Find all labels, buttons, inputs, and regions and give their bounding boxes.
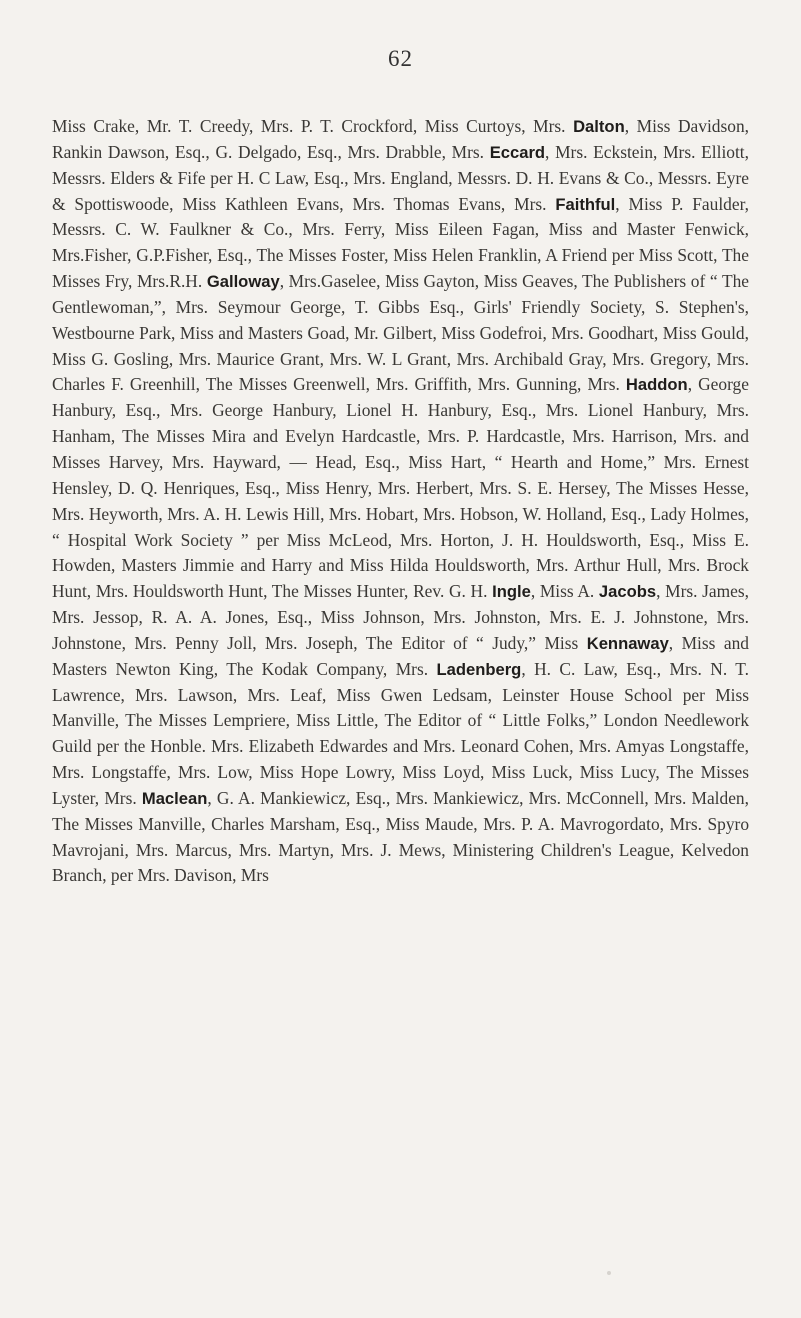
separator: , <box>687 374 699 395</box>
name-entry: Messrs. C. W. Faulkner & Co. <box>52 219 289 240</box>
separator: , <box>387 529 400 550</box>
separator: , <box>744 503 750 524</box>
name-entry: H. C. Law, Esq. <box>534 658 657 679</box>
paper-speck <box>607 1271 611 1275</box>
name-entry: Mrs. <box>104 787 142 808</box>
name-entry: Mrs. Lawson <box>135 684 233 705</box>
name-entry: Mrs. England <box>353 167 449 188</box>
name-entry: Miss Hope Lowry <box>259 762 391 783</box>
separator: , <box>138 607 152 628</box>
name-entry: Mrs. Longstaffe <box>52 762 167 783</box>
separator: , <box>531 400 546 421</box>
separator: , <box>706 348 717 369</box>
name-entry: The Misses Mira and Evelyn Hardcastle <box>122 426 417 447</box>
name-entry: Mrs. P. T. Crockford <box>260 116 413 136</box>
separator: , <box>702 400 717 421</box>
separator: , <box>124 839 136 860</box>
separator: , <box>279 271 289 292</box>
separator: , <box>624 116 637 136</box>
separator: , <box>382 658 396 679</box>
name-entry: Miss Gwen Ledsam <box>336 684 488 705</box>
separator: , <box>252 632 266 653</box>
page-number: 62 <box>388 46 413 71</box>
name-entry: J. H. Houldsworth, Esq. <box>502 529 680 550</box>
name-entry: The Misses Foster <box>256 245 385 266</box>
name-entry: The Publishers of “ The Gentlewoman,” <box>52 271 749 317</box>
name-entry: Mrs. Brock Hunt <box>52 555 749 602</box>
name-entry: Mrs. A. H. Lewis Hill <box>167 503 321 524</box>
separator: , <box>121 632 135 653</box>
separator: , <box>659 813 670 834</box>
highlighted-name: Kennaway <box>586 633 669 653</box>
name-entry: Mrs. Joseph <box>265 632 354 653</box>
separator: , <box>107 477 119 498</box>
separator: , <box>441 839 453 860</box>
name-entry: D. Q. Henriques, Esq. <box>118 477 276 498</box>
name-entry: Mrs. Amyas Longstaffe <box>578 736 745 757</box>
name-entry: Mrs. Elliott <box>663 141 745 162</box>
name-entry: Mrs. Horton <box>399 529 490 550</box>
name-entry: Masters Jimmie and Harry and Miss Hilda Houldsworth <box>121 555 526 576</box>
separator: , <box>320 503 329 524</box>
name-entry: Mrs. Maurice Grant <box>178 348 320 369</box>
name-entry: Miss Henry <box>285 477 368 498</box>
highlighted-name: Faithful <box>555 194 616 214</box>
separator: , <box>110 555 122 576</box>
separator: , <box>169 193 183 214</box>
separator: , <box>744 787 749 808</box>
separator: , <box>653 322 663 343</box>
separator: , <box>432 322 442 343</box>
name-entry: The Editor of “ Judy,” Miss <box>365 632 587 653</box>
separator: , <box>655 762 667 783</box>
separator: , <box>467 374 478 395</box>
separator: , <box>577 374 588 395</box>
highlighted-name: Eccard <box>489 142 546 162</box>
name-entry: Mrs. S. E. Hersey <box>479 477 607 498</box>
separator: , <box>412 116 425 136</box>
name-entry: Mrs. E. J. Johnstone <box>549 607 704 628</box>
separator: , <box>276 451 290 472</box>
separator: , <box>487 684 503 705</box>
name-entry: Mrs. Marcus <box>135 839 228 860</box>
separator: , <box>201 813 212 834</box>
separator: , <box>744 219 750 240</box>
name-entry: The Misses Hunter <box>271 581 405 602</box>
separator: , <box>161 296 176 317</box>
name-entry: Mrs. and Misses Harvey <box>52 426 749 472</box>
name-entry: Mrs. <box>533 116 574 136</box>
name-entry: Lady Holmes <box>650 503 745 524</box>
separator: , <box>668 632 682 653</box>
name-entry: Messrs. Eyre & Spottiswoode <box>52 167 749 214</box>
name-entry: Mrs. Penny Joll <box>134 632 253 653</box>
name-entry: R. A. A. Jones, Esq. <box>151 607 308 628</box>
name-entry: Mrs. Gunning <box>477 374 578 395</box>
separator: , <box>168 348 179 369</box>
name-entry: Mr. T. Creedy <box>146 116 250 136</box>
separator: , <box>110 426 123 447</box>
separator: , <box>207 787 217 808</box>
separator: , <box>263 581 272 602</box>
name-entry: The Misses Fry <box>52 245 749 292</box>
name-entry: Mrs. James <box>665 581 745 602</box>
separator: , <box>713 245 722 266</box>
separator: , <box>500 193 515 214</box>
name-entry: Charles Marsham, Esq. <box>211 813 376 834</box>
separator: , <box>474 271 484 292</box>
separator: , <box>744 581 750 602</box>
name-entry: Miss Gould <box>662 322 745 343</box>
separator: , <box>480 762 492 783</box>
separator: , <box>441 141 452 162</box>
name-entry: Mrs. Hayward <box>171 451 277 472</box>
separator: , <box>384 245 394 266</box>
separator: , <box>339 193 353 214</box>
name-entry: Leinster House School per Miss Manville <box>52 684 750 731</box>
separator: , <box>545 141 556 162</box>
separator: , <box>232 865 241 886</box>
separator: , <box>404 581 414 602</box>
separator: , <box>288 219 303 240</box>
name-entry: Mrs. Jessop <box>52 607 139 628</box>
separator: , <box>166 762 179 783</box>
separator: , <box>530 581 540 602</box>
name-entry: Mrs. Mankiewicz <box>395 787 520 808</box>
name-entry: The Misses Lyster <box>52 762 749 808</box>
separator: , <box>134 116 147 136</box>
name-entry: Mrs. Ferry <box>302 219 381 240</box>
name-entry: Miss A. <box>539 581 599 602</box>
separator: , <box>521 116 534 136</box>
name-entry: Messrs. D. H. Evans & Co. <box>457 167 649 188</box>
separator: , <box>679 529 693 550</box>
name-entry: Mr. Gilbert <box>354 322 433 343</box>
highlighted-name: Maclean <box>141 788 208 808</box>
separator: , <box>513 503 523 524</box>
name-entry: Girls' Friendly Society, S. Stephen's, Westbourne Park <box>52 296 750 343</box>
name-entry: Miss Loyd <box>402 762 481 783</box>
name-entry: Mrs. J. Mews <box>341 839 442 860</box>
separator: , <box>120 684 136 705</box>
separator: , <box>171 322 180 343</box>
name-entry: Mrs. P. Hardcastle <box>427 426 561 447</box>
separator: , <box>525 555 537 576</box>
name-entry: Miss and Master Fenwick <box>548 219 745 240</box>
name-entry: Miss Maude <box>385 813 474 834</box>
separator: , <box>672 426 685 447</box>
separator: , <box>641 503 651 524</box>
name-entry: Mrs.Gaselee <box>288 271 377 292</box>
separator: , <box>367 477 378 498</box>
separator: , <box>341 296 355 317</box>
name-entry: Miss Eileen Fagan <box>394 219 535 240</box>
separator: , <box>158 503 168 524</box>
name-entry: Miss Curtoys <box>424 116 522 136</box>
separator: , <box>249 116 261 136</box>
separator: , <box>744 116 750 136</box>
separator: , <box>653 141 664 162</box>
name-entry: Miss Crake <box>52 116 135 136</box>
separator: , <box>227 839 239 860</box>
separator: , <box>285 710 297 731</box>
separator: , <box>414 503 423 524</box>
name-entry: Mrs. George Hanbury <box>170 400 333 421</box>
separator: , <box>329 839 342 860</box>
separator: , <box>644 787 654 808</box>
separator: , <box>156 400 171 421</box>
name-entry: Miss E. Howden <box>52 529 749 576</box>
name-entry: Messrs. Elders & Fife per H. C Law, Esq. <box>52 167 345 188</box>
separator: , <box>322 684 337 705</box>
separator: , <box>448 167 458 188</box>
name-entry: Mrs. Hobart <box>328 503 415 524</box>
name-entry: Lionel H. Hanbury, Esq. <box>346 400 532 421</box>
separator: , <box>390 762 403 783</box>
name-entry: The Misses Greenwell <box>205 374 366 395</box>
name-entry: Mrs. Low <box>178 762 249 783</box>
separator: , <box>489 529 503 550</box>
highlighted-name: Dalton <box>573 117 625 136</box>
highlighted-name: Ingle <box>492 582 531 602</box>
separator: , <box>481 451 495 472</box>
separator: , <box>459 296 474 317</box>
separator: , <box>416 426 428 447</box>
separator: , <box>375 813 386 834</box>
separator: , <box>205 141 216 162</box>
separator: , <box>569 736 579 757</box>
separator: , <box>319 348 330 369</box>
name-entry: Miss Helen Franklin <box>393 245 538 266</box>
name-entry: Miss Johnson <box>320 607 421 628</box>
separator: , <box>332 400 347 421</box>
name-entry: Miss Davidson <box>636 116 745 136</box>
name-entry: Mrs. <box>514 193 556 214</box>
separator: , <box>521 658 535 679</box>
name-entry: Ministering Children's League, Kelvedon Branch, per Mrs. Davison <box>52 839 749 886</box>
name-entry: G.P.Fisher, Esq. <box>136 245 248 266</box>
highlighted-name: Ladenberg <box>436 659 522 679</box>
name-entry: Rev. G. H. <box>413 581 493 602</box>
separator: , <box>537 245 546 266</box>
name-entry: Miss Hart <box>408 451 482 472</box>
name-entry: Miss and Masters Goad <box>179 322 346 343</box>
name-entry: “ Hearth and Home,” Mrs. Ernest Hensley <box>52 451 749 498</box>
name-entry: Mrs. N. T. Lawrence <box>52 658 749 705</box>
separator: , <box>560 426 573 447</box>
separator: , <box>648 167 658 188</box>
name-entry: Mrs. Gregory <box>612 348 707 369</box>
separator: , <box>446 348 457 369</box>
name-entry: Mrs. Johnston <box>433 607 537 628</box>
separator: , <box>534 219 549 240</box>
separator: , <box>615 193 629 214</box>
name-entry: Miss P. Faulder <box>628 193 745 214</box>
name-entry: Mrs. Houldsworth Hunt <box>95 581 264 602</box>
name-entry: “ Hospital Work Society ” per Miss McLeod <box>52 529 388 550</box>
separator: , <box>602 348 613 369</box>
name-entry: Mrs. Eckstein <box>555 141 654 162</box>
separator: , <box>337 141 348 162</box>
name-entry: George Hanbury, Esq. <box>52 374 749 421</box>
highlighted-name: Galloway <box>206 272 280 292</box>
name-entry: Mrs <box>240 865 269 886</box>
separator: , <box>127 271 137 292</box>
highlighted-name: Jacobs <box>598 582 657 602</box>
separator: , <box>353 632 366 653</box>
separator: , <box>344 167 354 188</box>
separator: , <box>542 322 552 343</box>
name-entry: Mrs. W. L Grant <box>329 348 447 369</box>
name-entry: Mrs.R.H. <box>136 271 207 292</box>
separator: , <box>657 555 668 576</box>
separator: , <box>374 710 385 731</box>
separator: , <box>94 787 105 808</box>
separator: , <box>568 762 580 783</box>
separator: , <box>195 374 206 395</box>
name-entry: Mrs. Hanham <box>52 400 749 447</box>
name-entry: Mrs. Johnstone <box>52 607 749 653</box>
name-entry: Mrs. Leaf <box>247 684 322 705</box>
name-entry: Miss Lucy <box>579 762 656 783</box>
separator: , <box>395 451 409 472</box>
name-entry: Mrs. Archibald Gray <box>456 348 603 369</box>
separator: , <box>656 658 670 679</box>
name-entry: The Editor of “ Little Folks,” London Needlework Guild per the Honble. Mrs. Elizabeth Edwardes and Mrs. Leonard Cohen <box>52 710 750 757</box>
highlighted-name: Haddon <box>625 375 688 395</box>
name-entry: Rankin Dawson, Esq. <box>52 141 206 162</box>
separator: , <box>158 451 172 472</box>
name-entry: Miss G. Gosling <box>52 348 169 369</box>
separator: , <box>656 581 666 602</box>
name-entry: Miss Kathleen Evans <box>182 193 340 214</box>
name-entry: G. A. Mankiewicz, Esq. <box>216 787 387 808</box>
separator: , <box>744 736 749 757</box>
name-entry: Mrs. Heyworth <box>52 503 159 524</box>
subscriber-list <box>52 114 749 889</box>
separator: , <box>213 658 227 679</box>
separator: , <box>376 271 386 292</box>
separator: , <box>275 477 286 498</box>
name-entry: Mrs. Harrison <box>572 426 673 447</box>
name-entry: Mrs. Drabble <box>347 141 442 162</box>
separator: , <box>473 813 484 834</box>
separator: , <box>519 787 529 808</box>
name-entry: Mrs. Goodhart <box>551 322 654 343</box>
name-entry: Mrs. <box>451 141 490 162</box>
name-entry: Mrs.Fisher <box>52 245 128 266</box>
name-entry: G. Delgado, Esq. <box>215 141 338 162</box>
separator: , <box>469 477 480 498</box>
separator: , <box>536 607 550 628</box>
name-entry: Miss Geaves <box>483 271 574 292</box>
name-entry: T. Gibbs Esq. <box>354 296 460 317</box>
name-entry: Mrs. Seymour George <box>175 296 342 317</box>
name-entry: Mrs. Malden <box>653 787 745 808</box>
separator: , <box>307 607 321 628</box>
separator: , <box>380 219 395 240</box>
separator: , <box>573 271 583 292</box>
separator: , <box>420 607 434 628</box>
name-entry: Miss Gayton <box>385 271 475 292</box>
separator: , <box>744 477 749 498</box>
name-entry: The Misses Lempriere <box>125 710 286 731</box>
name-entry: — Head, Esq. <box>289 451 396 472</box>
name-entry: Mrs. Charles F. Greenhill <box>52 348 750 395</box>
name-entry: Mrs. <box>587 374 626 395</box>
separator: , <box>248 762 260 783</box>
separator: , <box>127 245 137 266</box>
name-entry: The Kodak Company <box>226 658 383 679</box>
name-entry: Mrs. Thomas Evans <box>352 193 501 214</box>
separator: , <box>606 477 617 498</box>
separator: , <box>703 607 717 628</box>
name-entry: Miss Little <box>296 710 375 731</box>
separator: , <box>744 141 749 162</box>
separator: , <box>744 193 750 214</box>
name-entry: Mrs. Arthur Hull <box>536 555 658 576</box>
separator: , <box>114 710 126 731</box>
separator: , <box>744 322 749 343</box>
name-entry: Miss Luck <box>491 762 569 783</box>
name-entry: The Misses Manville <box>52 813 202 834</box>
name-entry: Mrs. Martyn <box>238 839 330 860</box>
name-entry: A Friend per Miss Scott <box>545 245 714 266</box>
name-entry: W. Holland, Esq. <box>522 503 642 524</box>
separator: , <box>386 787 396 808</box>
name-entry: Mrs. Hobson <box>422 503 514 524</box>
separator: , <box>365 374 377 395</box>
name-entry: Mrs. McConnell <box>528 787 645 808</box>
name-entry: Mrs. Griffith <box>376 374 468 395</box>
name-entry: Mrs. Lionel Hanbury <box>545 400 703 421</box>
name-entry: Mrs. <box>395 658 437 679</box>
separator: , <box>247 245 257 266</box>
name-entry: Mrs. Herbert <box>377 477 470 498</box>
name-entry: Mrs. P. A. Mavrogordato <box>483 813 660 834</box>
separator: , <box>232 684 248 705</box>
name-entry: Miss and Masters Newton King <box>52 632 749 679</box>
separator: , <box>86 581 96 602</box>
name-entry: Mrs. Spyro Mavrojani <box>52 813 750 860</box>
separator: , <box>345 322 355 343</box>
name-entry: Miss Godefroi <box>441 322 543 343</box>
name-entry: The Misses Hesse <box>616 477 745 498</box>
